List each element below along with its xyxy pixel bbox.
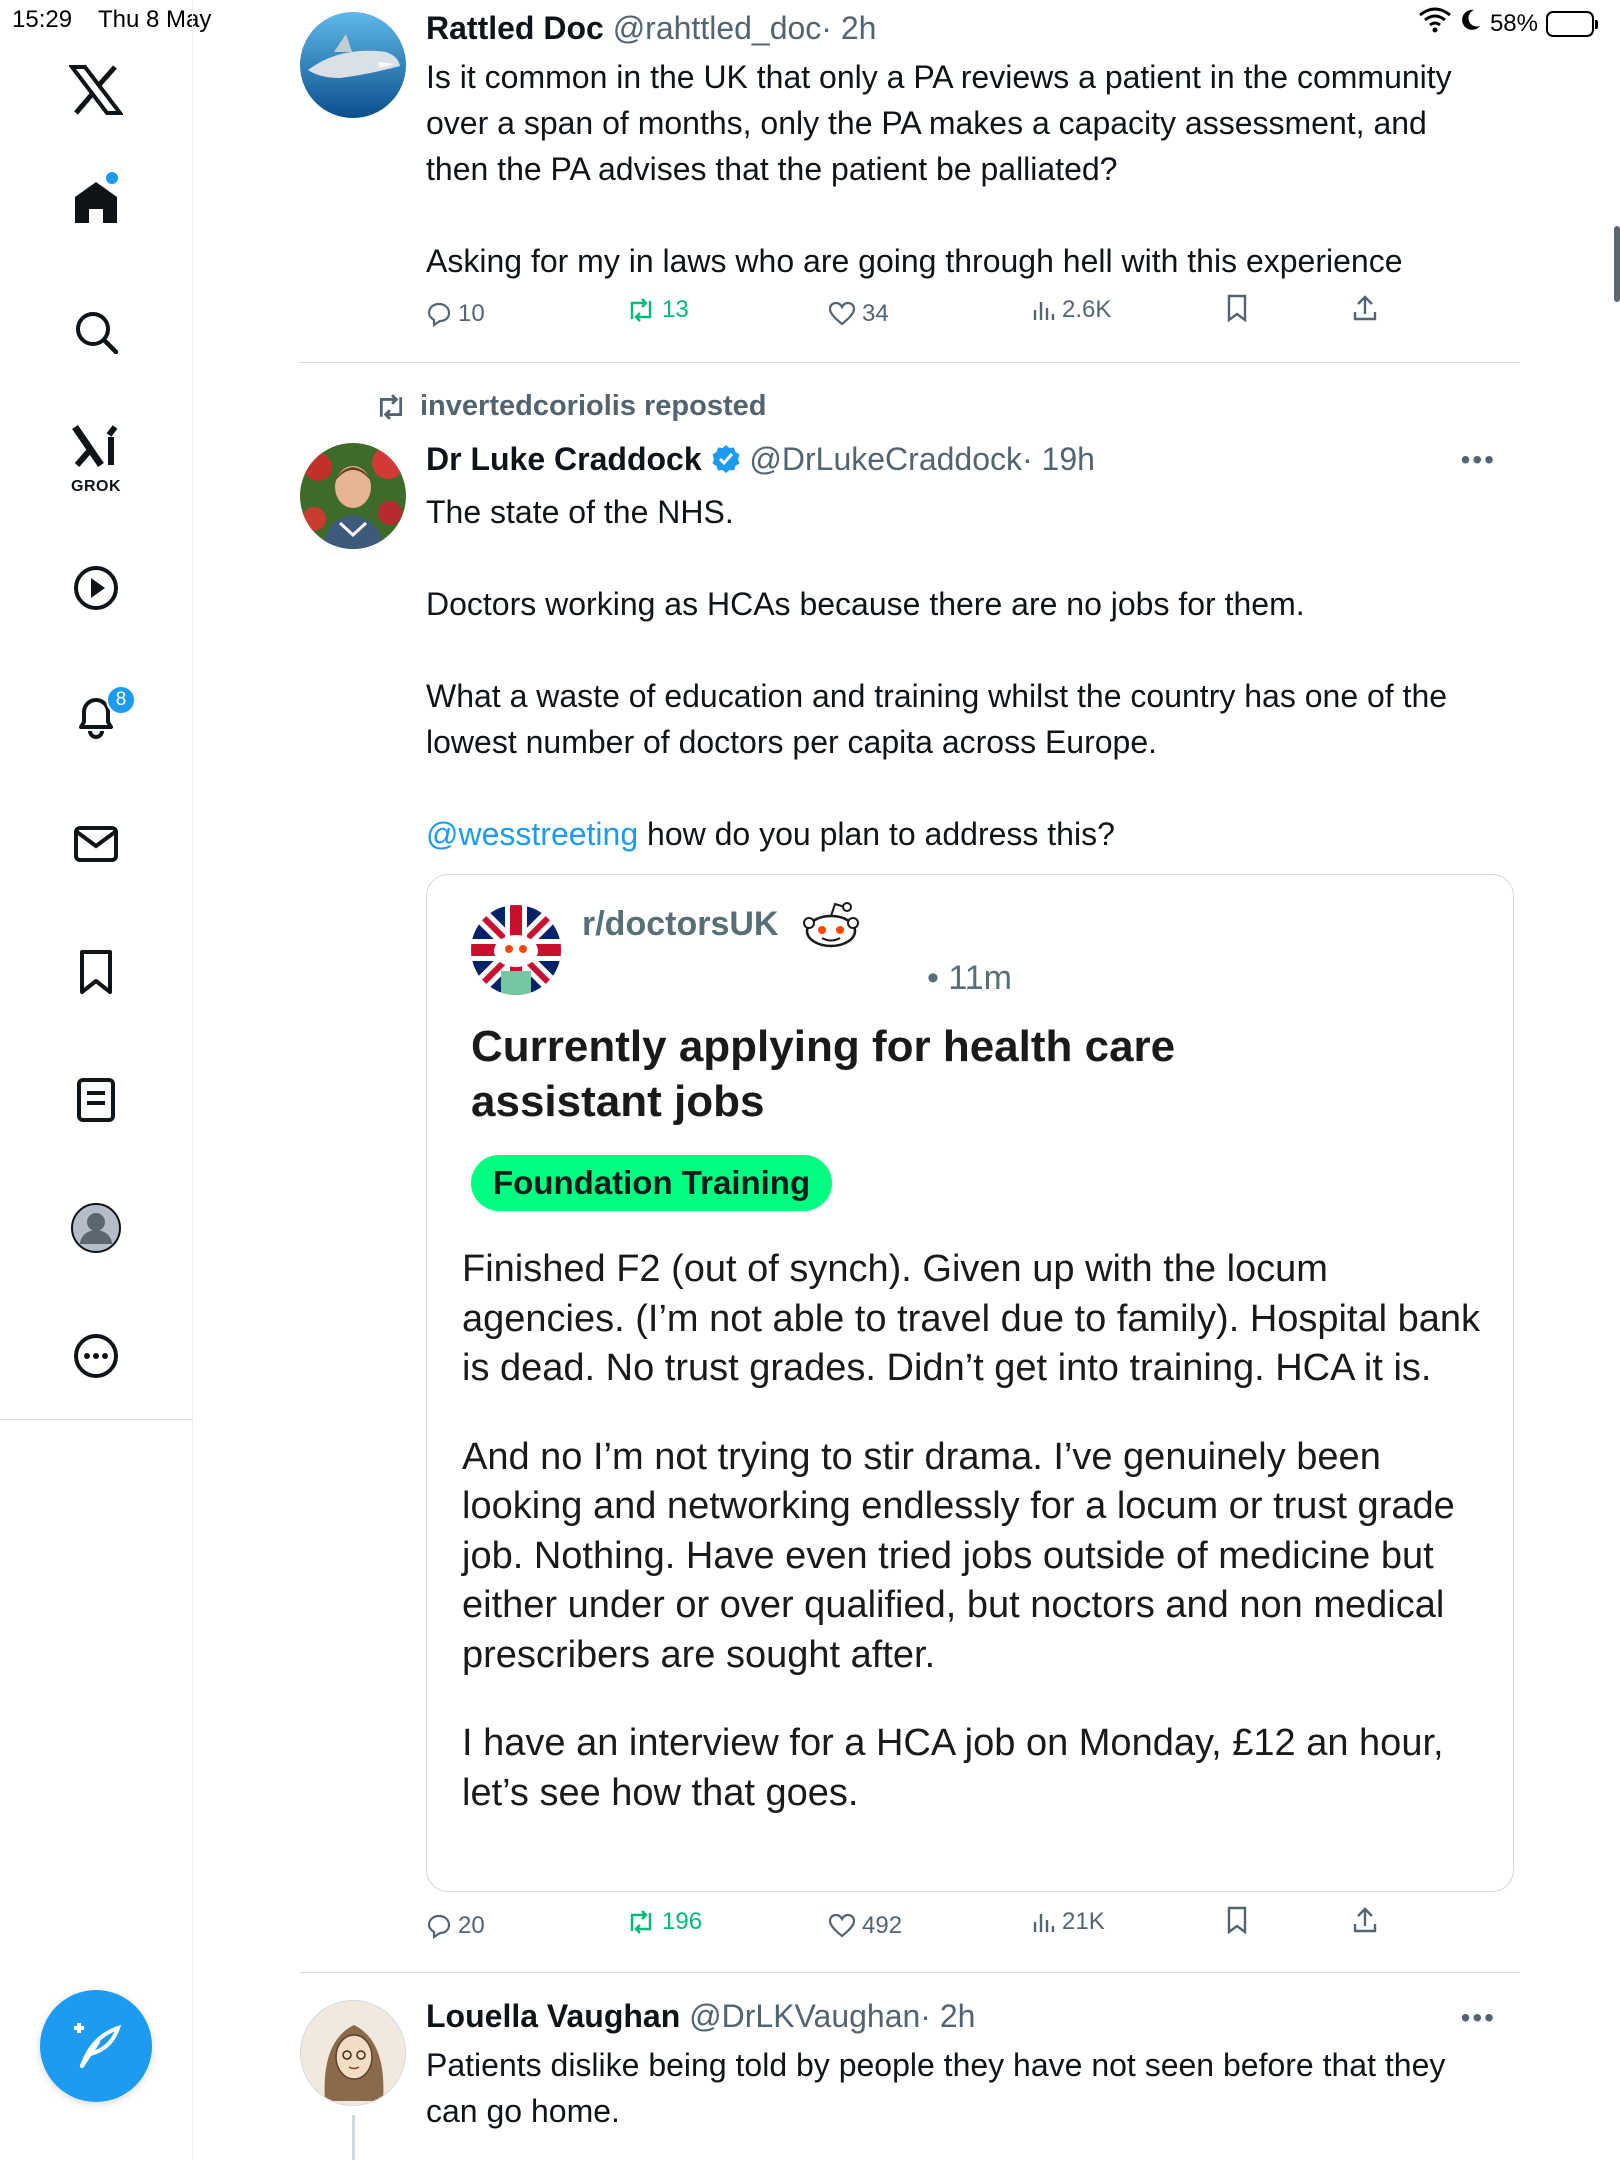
post-content (426, 8, 1486, 284)
heart-icon (828, 1913, 856, 1939)
post-separator (300, 1972, 1520, 1973)
share-upload-icon (1352, 294, 1378, 322)
video-play-icon[interactable] (60, 552, 132, 624)
post-paragraph: Asking for my in laws who are going through hell with this experience (426, 243, 1403, 279)
grok-icon[interactable] (60, 410, 132, 482)
subreddit-name: r/doctorsUK (582, 905, 779, 943)
compose-post-button[interactable] (40, 1990, 152, 2102)
scrollbar[interactable] (1614, 226, 1620, 302)
search-icon[interactable] (60, 296, 132, 368)
repost-icon (626, 297, 656, 323)
reddit-post-time: • 11m (927, 959, 1012, 997)
bookmark-icon[interactable] (60, 936, 132, 1008)
post-text (426, 489, 1486, 857)
verified-badge-icon (711, 443, 741, 483)
subreddit-avatar (471, 905, 561, 995)
post-paragraph: Is it common in the UK that only a PA reviews a patient in the community over a span of months, only the PA makes a capacity assessment, and then the PA advises that the patient be palliated? (426, 59, 1452, 187)
sidebar (0, 0, 193, 2160)
reddit-post-body (462, 1245, 1482, 1857)
post-more-options-icon[interactable]: ••• (1460, 444, 1496, 475)
reply-button[interactable] (426, 1912, 485, 1940)
x-logo-icon[interactable] (60, 54, 132, 126)
reply-count: 20 (458, 1912, 485, 1939)
reddit-snoo-icon (802, 899, 860, 954)
post-time[interactable]: · 19h (1022, 441, 1095, 477)
repost-count: 196 (662, 1908, 703, 1935)
author-name[interactable]: Louella Vaughan (426, 1998, 681, 2034)
envelope-icon[interactable] (60, 808, 132, 880)
bookmark-icon (1226, 294, 1248, 322)
post-header (426, 1996, 1486, 2036)
post-header (426, 439, 1486, 483)
views-button[interactable] (1032, 296, 1111, 324)
views-count: 21K (1062, 1908, 1105, 1935)
notifications-badge: 8 (106, 685, 136, 715)
repost-button[interactable] (626, 296, 689, 324)
home-icon[interactable] (60, 166, 132, 238)
repost-icon (374, 393, 408, 421)
repost-indicator[interactable] (374, 390, 767, 423)
author-handle[interactable]: @DrLKVaughan (689, 1998, 921, 2034)
avatar[interactable] (300, 2000, 406, 2106)
reply-count: 10 (458, 300, 485, 327)
views-bar-chart-icon (1032, 1910, 1056, 1934)
sidebar-divider (0, 1419, 193, 1420)
home-unread-dot (106, 172, 118, 184)
profile-avatar-icon[interactable] (60, 1192, 132, 1264)
post-header (426, 8, 1486, 48)
timeline (194, 0, 1620, 2160)
repost-count: 13 (662, 296, 689, 323)
post-content (426, 439, 1486, 857)
post-actions (426, 296, 1386, 340)
like-button[interactable] (828, 300, 889, 328)
compose-feather-icon (68, 2018, 124, 2074)
like-button[interactable] (828, 1912, 902, 1940)
mention-tail: how do you plan to address this? (638, 816, 1115, 852)
share-button[interactable] (1352, 1906, 1378, 1934)
reddit-paragraph: And no I’m not trying to stir drama. I’ve genuinely been looking and networking endlessly for a locum or trust grade job. Nothing. Have even tried jobs outside of medicine but either under or over qualified, but noctors and non medical prescribers are sought after. (462, 1435, 1455, 1676)
views-button[interactable] (1032, 1908, 1105, 1936)
reddit-paragraph: Finished F2 (out of synch). Given up with the locum agencies. (I’m not able to travel due to family). Hospital bank is dead. No trust grades. Didn’t get into training. HCA it is. (462, 1248, 1481, 1389)
post-more-options-icon[interactable]: ••• (1460, 2002, 1496, 2033)
post-paragraph-mention (426, 811, 1486, 857)
post-text (426, 2042, 1486, 2134)
thread-connector-line (352, 2115, 355, 2160)
reddit-flair: Foundation Training (471, 1155, 832, 1211)
bookmark-icon (1226, 1906, 1248, 1934)
post-separator (300, 362, 1520, 363)
post-content (426, 1996, 1486, 2134)
like-count: 34 (862, 300, 889, 327)
author-handle[interactable]: @DrLukeCraddock (749, 441, 1022, 477)
reply-icon (426, 1913, 452, 1939)
views-bar-chart-icon (1032, 298, 1056, 322)
reddit-post-title: Currently applying for health care assistant jobs (471, 1022, 1176, 1126)
post-time[interactable]: · 2h (920, 1998, 976, 2034)
heart-icon (828, 301, 856, 327)
views-count: 2.6K (1062, 296, 1112, 323)
like-count: 492 (862, 1912, 903, 1939)
lists-icon[interactable] (60, 1064, 132, 1136)
author-name[interactable]: Dr Luke Craddock (426, 441, 702, 477)
author-name[interactable]: Rattled Doc (426, 10, 604, 46)
share-button[interactable] (1352, 294, 1378, 322)
post-actions (426, 1908, 1386, 1952)
share-upload-icon (1352, 1906, 1378, 1934)
post-paragraph: What a waste of education and training whilst the country has one of the lowest number of doctors per capita across Europe. (426, 678, 1448, 760)
embedded-media-card[interactable] (426, 874, 1514, 1892)
repost-button[interactable] (626, 1908, 702, 1936)
status-date: Thu 8 May (98, 6, 212, 33)
more-circle-icon[interactable] (60, 1320, 132, 1392)
post-time[interactable]: · 2h (821, 10, 877, 46)
bookmark-button[interactable] (1226, 1906, 1248, 1934)
avatar[interactable] (300, 443, 406, 549)
avatar[interactable] (300, 12, 406, 118)
repost-icon (626, 1909, 656, 1935)
grok-label: GROK (71, 478, 121, 495)
reposted-by-label: invertedcoriolis reposted (420, 390, 767, 422)
post-paragraph: Patients dislike being told by people they have not seen before that they can go home. (426, 2047, 1446, 2129)
post-paragraph: The state of the NHS. (426, 494, 734, 530)
reddit-paragraph: I have an interview for a HCA job on Monday, £12 an hour, let’s see how that goes. (462, 1722, 1444, 1814)
bookmark-button[interactable] (1226, 294, 1248, 322)
status-time: 15:29 (12, 6, 73, 33)
author-handle[interactable]: @rahttled_doc (612, 10, 822, 46)
post-paragraph: Doctors working as HCAs because there are no jobs for them. (426, 586, 1305, 622)
reply-button[interactable] (426, 300, 485, 328)
mention-link[interactable]: @wesstreeting (426, 816, 639, 852)
battery-percent: 58% (1489, 9, 1538, 37)
post-text (426, 54, 1486, 284)
reply-icon (426, 301, 452, 327)
